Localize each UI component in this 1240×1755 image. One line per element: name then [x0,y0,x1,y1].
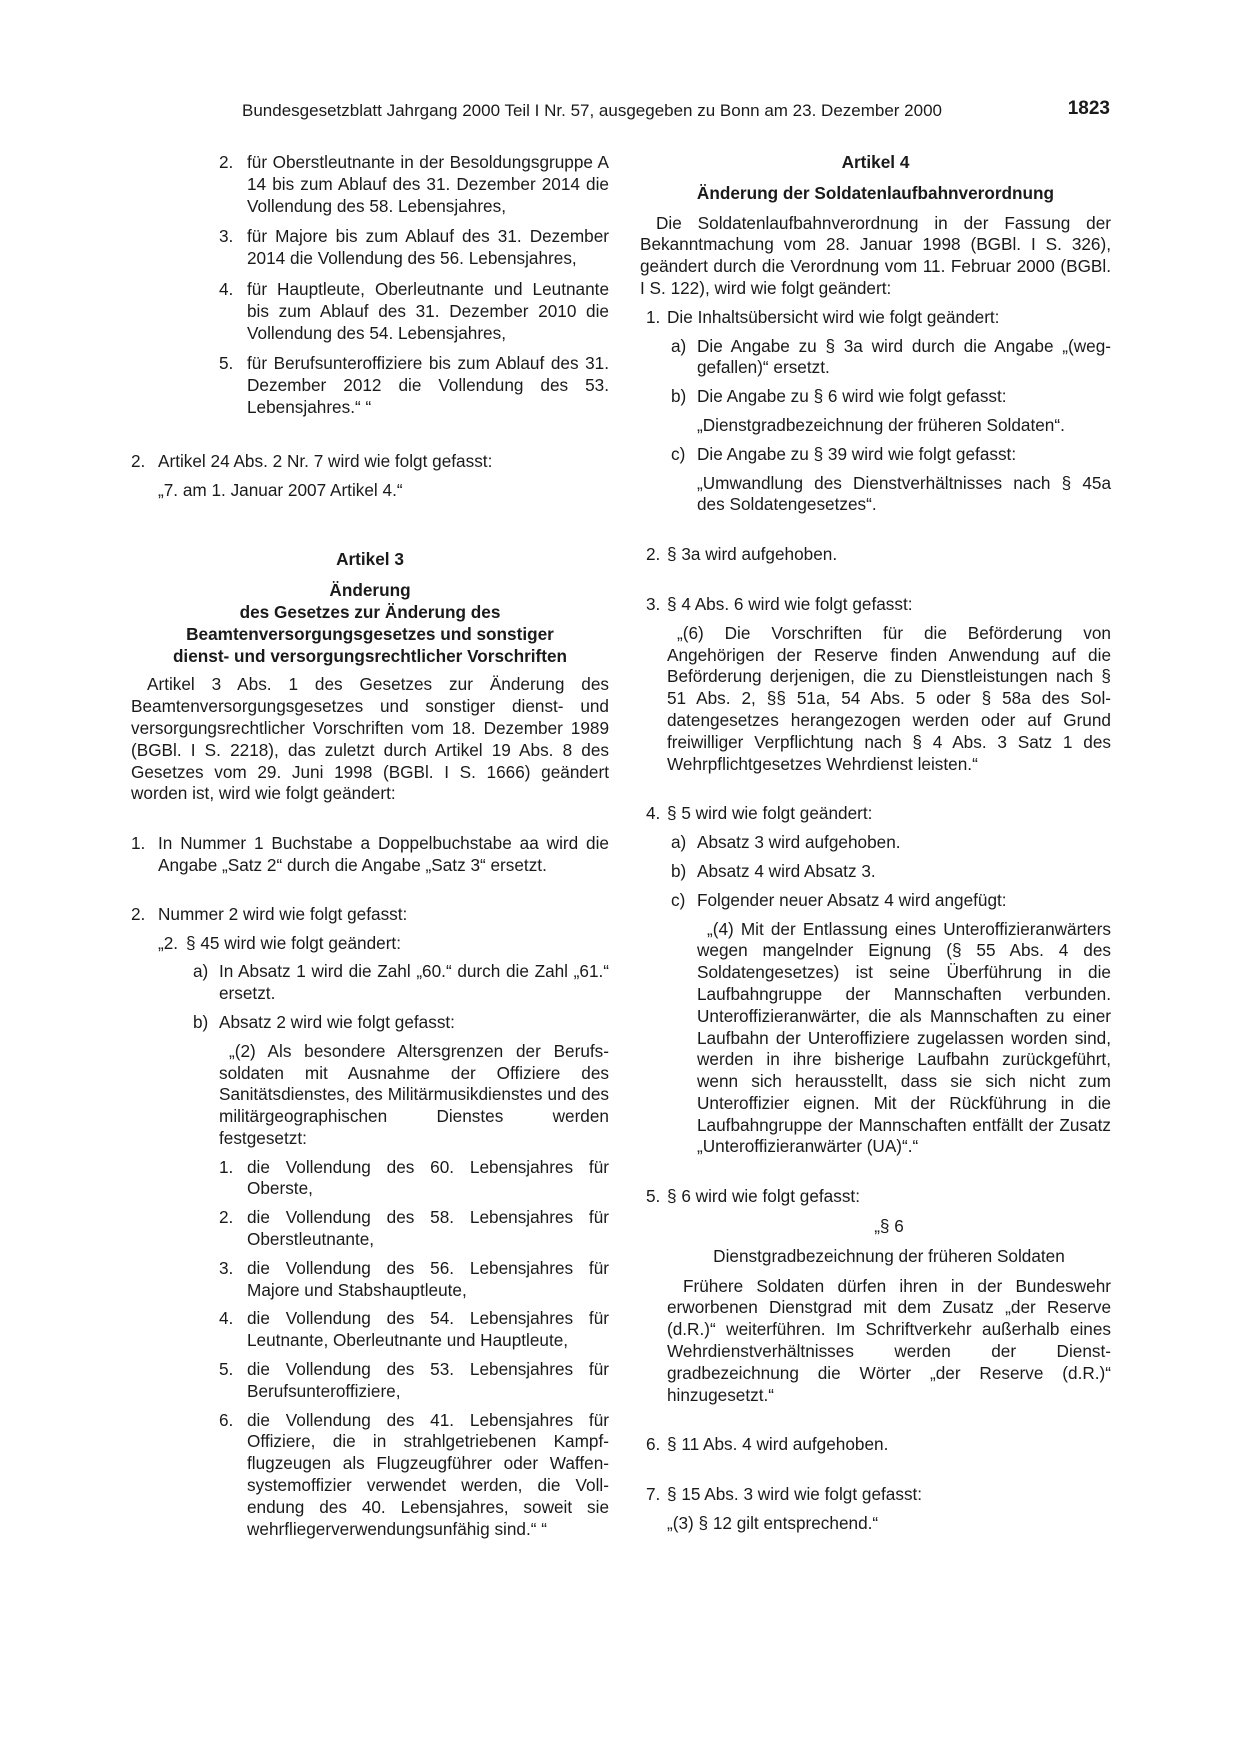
article-3-title: Artikel 3 [336,549,404,570]
list-item: 5. § 6 wird wie folgt gefasst: „§ 6 Dienstgradbezeichnung der früheren Soldaten Frühere Soldaten dürfen ihren in der Bundeswehr erworbenen Dienstgrad mit dem Zusatz „der Reserve (d.R.)“ weiterführen. Im Schriftverkehr außerhalb eines Wehrdienstverhältnisses werden der Dienstgradbezeichnung die Wörter „der Reserve (d.R.)“ hinzugesetzt.“ [646,1186,1111,1405]
list-item: 2. die Vollendung des 58. Lebensjahres für Oberstleutnante, [219,1207,609,1250]
right-column [640,152,1111,1535]
quote: „7. am 1. Januar 2007 Artikel 4.“ [158,479,403,500]
quote: „(4) Mit der Entlassung eines Unteroffizieranwärters wegen mangelnder Eignung (§ 55 Abs. 4 des Soldatengesetzes) ist seine Überführung in die Laufbahngruppe der Mannschaften verbunden. Unteroffizieranwärter, die als Mannschaften zu einer Laufbahn der Unteroffiziere zugelassen worden sind, werden in ihre bisherige Laufbahn zurückgeführt, wenn sich herausstellt, dass sie sich nicht zum Unteroffizier eignen. Mit der Rückführung in die Laufbahngruppe der Mannschaften entfällt der Zusatz „Unteroffizieranwärter (UA)“.“ [697,918,1111,1157]
list-item: c) Folgender neuer Absatz 4 wird angefügt: „(4) Mit der Entlassung eines Unteroffizieranwärters wegen mangelnder Eignung (§ 55 Abs. 4 des Soldatengesetzes) ist seine Überführung in die Laufbahngruppe der Mannschaften verbunden. Unteroffizieranwärter, die als Mannschaften zu einer Laufbahn der Unteroffiziere zugelassen worden sind, werden in ihre bisherige Laufbahn zurückgeführt, wenn sich herausstellt, dass sie sich nicht zum Unteroffizier eignen. Mit der Rückführung in die Laufbahngruppe der Mannschaften entfällt der Zusatz „Unteroffizieranwärter (UA)“.“ [671,889,1111,1157]
quote: „Dienstgradbezeichnung der früheren Soldaten“. [697,414,1065,435]
article-4-title: Artikel 4 [841,152,910,172]
left-column [131,152,609,1540]
list-item: a) In Absatz 1 wird die Zahl „60.“ durch die Zahl „61.“ ersetzt. [193,961,609,1004]
list-item: 1. Die Inhaltsübersicht wird wie folgt geändert: [646,306,1000,327]
list-item: 2. Nummer 2 wird wie folgt gefasst: [131,903,408,924]
quote: „(2) Als besondere Altersgrenzen der Berufssoldaten mit Ausnahme der Offiziere des Sanitätsdienstes, des Militärmusikdienstes und des militärgeographischen Dienstes werden festgesetzt: [219,1040,609,1148]
quote: „(3) § 12 gilt entsprechend.“ [667,1513,879,1534]
page-header [130,98,1110,124]
list-item: 2. für Oberstleutnante in der Besoldungsgruppe A 14 bis zum Ablauf des 31. Dezember 2014 die Vollendung des 58. Lebensjahres, [219,152,609,216]
list-item: 2. Artikel 24 Abs. 2 Nr. 7 wird wie folgt gefasst: „7. am 1. Januar 2007 Artikel 4.“ [131,451,609,502]
list-item: 3. die Vollendung des 56. Lebensjahres für Majore und Stabshauptleute, [219,1257,609,1300]
article-4-intro: Die Soldatenlaufbahnverordnung in der Fassung der Bekanntmachung vom 28. Januar 1998 (BGBl. I S. 326), geändert durch die Verordnung vom 11. Februar 2000 (BGBl. I S. 122), wird wie folgt geändert: [640,212,1111,298]
list-item: a) Absatz 3 wird aufgehoben. [671,832,901,853]
list-item: b) Die Angabe zu § 6 wird wie folgt gefasst: „Dienstgradbezeichnung der früheren Soldaten“. [640,386,1111,437]
list-item: a) Die Angabe zu § 3a wird durch die Angabe „(weggefallen)“ ersetzt. [671,335,1111,378]
list-item: 7. § 15 Abs. 3 wird wie folgt gefasst: „(3) § 12 gilt entsprechend.“ [640,1484,1111,1535]
list-item: 6. § 11 Abs. 4 wird aufgehoben. [646,1434,889,1455]
list-item: 3. § 4 Abs. 6 wird wie folgt gefasst: „(6) Die Vorschriften für die Beförderung von Angehörigen der Reserve finden Anwendung auf die Beförderung derjenigen, die zu Dienstleistungen nach § 51 Abs. 2, §§ 51a, 54 Abs. 5 oder § 58a des Soldatengesetzes herangezogen werden oder auf Grund freiwilliger Verpflichtung nach § 4 Abs. 3 Satz 1 des Wehrpflichtgesetzes Wehrdienst leisten.“ [646,593,1111,774]
article-3-intro: Artikel 3 Abs. 1 des Gesetzes zur Änderung des Beamtenversorgungsgesetzes und sonstiger dienst- und versorgungsrechtlicher Vorschriften vom 18. Dezember 1989 (BGBl. I S. 2218), das zuletzt durch Artikel 19 Abs. 8 des Gesetzes vom 29. Juni 1998 (BGBl. I S. 1666) geändert worden ist, wird wie folgt geändert: [131,674,609,804]
list-item: 3. für Majore bis zum Ablauf des 31. Dezember 2014 die Vollendung des 56. Lebensjahres, [219,226,609,269]
list-item: c) Die Angabe zu § 39 wird wie folgt gefasst: „Umwandlung des Dienstverhältnisses nach § 45a des Soldatengesetzes“. [671,443,1111,515]
page-number: 1823 [1067,98,1110,119]
list-item: b) Absatz 4 wird Absatz 3. [671,860,876,881]
running-title: Bundesgesetzblatt Jahrgang 2000 Teil I Nr. 57, ausgegeben zu Bonn am 23. Dezember 2000 [242,101,942,120]
article-3-heading: Änderung des Gesetzes zur Änderung des Beamtenversorgungsgesetzes und sonstiger dienst- und versorgungsrechtlicher Vorschriften [172,580,568,666]
list-item: 1. In Nummer 1 Buchstabe a Doppelbuchstabe aa wird die Angabe „Satz 2“ durch die Angabe „Satz 3“ ersetzt. [131,833,609,875]
quote: „Umwandlung des Dienstverhältnisses nach § 45a des Soldatengesetzes“. [697,472,1111,515]
quote: Frühere Soldaten dürfen ihren in der Bundeswehr erworbenen Dienstgrad mit dem Zusatz „der Reserve (d.R.)“ weiterführen. Im Schriftverkehr außerhalb eines Wehrdienstverhältnisses werden der Dienstgradbezeichnung die Wörter „der Reserve (d.R.)“ hinzugesetzt.“ [667,1275,1111,1405]
list-item: 4. die Vollendung des 54. Lebensjahres für Leutnante, Oberleutnante und Hauptleute, [219,1308,609,1351]
list-item: 4. § 5 wird wie folgt geändert: [646,803,873,824]
list-item: 2. § 3a wird aufgehoben. [646,544,838,565]
paragraph-sign: „§ 6 [874,1216,904,1237]
list-item: 4. für Hauptleute, Oberleutnante und Leutnante bis zum Ablauf des 31. Dezember 2010 die Vollendung des 54. Lebensjahres, [219,278,609,343]
article-4-heading: Änderung der Soldatenlaufbahnverordnung [696,182,1055,203]
list-item: 5. die Vollendung des 53. Lebensjahres für Berufsunteroffiziere, [219,1359,609,1401]
list-item: „2. § 45 wird wie folgt geändert: [158,932,401,953]
quote: „(6) Die Vorschriften für die Beförderung von Angehörigen der Reserve finden Anwendung auf die Beförderung derjenigen, die zu Dienstleistungen nach § 51 Abs. 2, §§ 51a, 54 Abs. 5 oder § 58a des Soldatengesetzes herangezogen werden oder auf Grund freiwilliger Verpflichtung nach § 4 Abs. 3 Satz 1 des Wehrpflichtgesetzes Wehrdienst leisten.“ [667,622,1111,774]
list-item: b) Absatz 2 wird wie folgt gefasst: [193,1011,455,1032]
list-item: 5. für Berufsunteroffiziere bis zum Ablauf des 31. Dezember 2012 die Vollendung des 53. Lebensjahres.“ “ [219,353,609,417]
paragraph-title: Dienstgradbezeichnung der früheren Soldaten [713,1245,1065,1266]
list-item: 1. die Vollendung des 60. Lebensjahres für Oberste, [219,1156,609,1199]
list-item: 6. die Vollendung des 41. Lebensjahres für Offiziere, die in strahlgetriebenen Kampfflugzeugen als Flugzeugführer oder Waffensystemoffizier verwendet werden, die Vollendung des 40. Lebensjahres, soweit sie wehrfliegerverwendungsunfähig sind.“ “ [219,1409,609,1539]
